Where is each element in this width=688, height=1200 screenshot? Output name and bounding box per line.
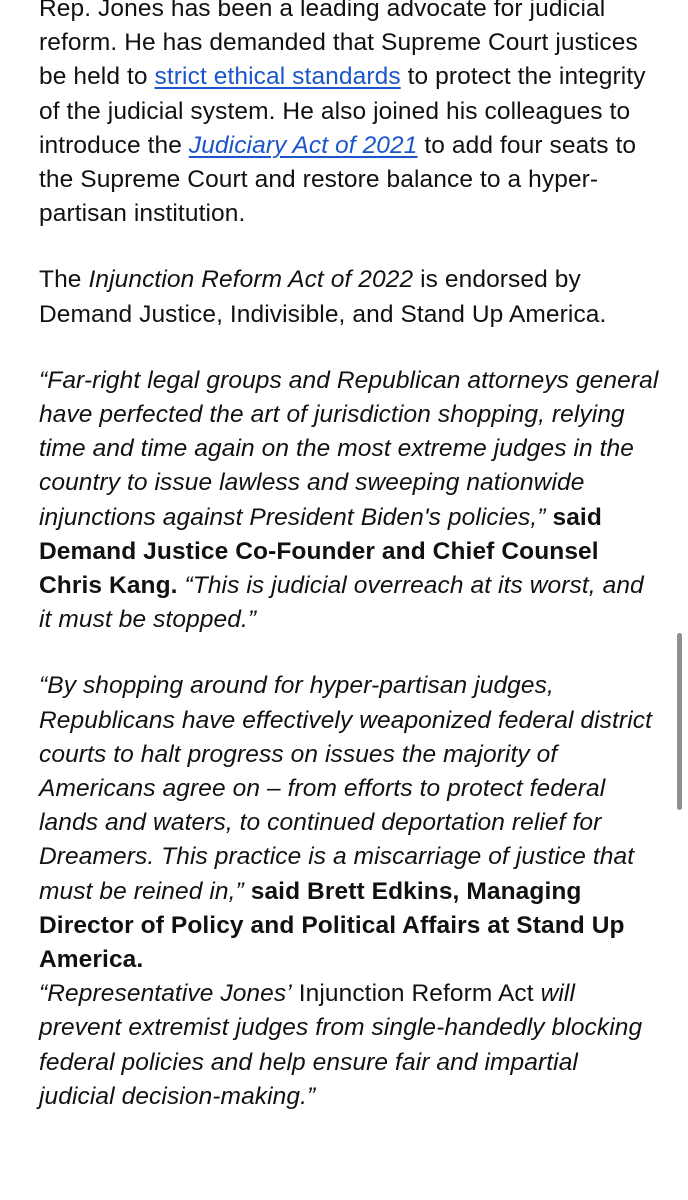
quote-text: “By shopping around for hyper-partisan judges, Republicans have effectively weaponized federal district courts to halt progress on issues the majority of Americans agree on – from efforts to protect federal lands and waters, to continued deportation relief for Dreamers. This practice is a miscarriage of justice that must be reined in,” [39, 672, 652, 905]
paragraph-text: The [39, 266, 89, 294]
article-body [39, 0, 659, 1114]
vertical-scrollbar[interactable] [677, 633, 682, 810]
paragraph-spacer [39, 332, 659, 364]
strict-ethical-standards-link[interactable]: strict ethical standards [154, 63, 401, 91]
bill-title: Injunction Reform Act of 2022 [88, 266, 414, 294]
quote-text: “Far-right legal groups and Republican attorneys general have perfected the art of jurisdiction shopping, relying time and time again on the most extreme judges in the country to issue lawless and sweeping nationwide injunctions against President Biden's policies,” [39, 366, 659, 531]
paragraph-text: is endorsed by Demand Justice, Indivisible, and Stand Up America. [39, 266, 607, 328]
judiciary-act-link[interactable]: Judiciary Act of 2021 [188, 131, 418, 159]
quote-attribution: said Demand Justice Co-Founder and Chief Counsel Chris Kang. [39, 503, 602, 600]
paragraph-spacer [39, 231, 659, 263]
paragraph-quote-edkins [39, 669, 659, 977]
quote-text: “Representative Jones’ [39, 980, 292, 1008]
quote-text: “This is judicial overreach at its worst, and it must be stopped.” [39, 572, 644, 634]
paragraph-endorsement [39, 263, 659, 331]
paragraph-spacer [39, 637, 659, 669]
paragraph-text: Rep. Jones has been a leading advocate for judicial reform. He has demanded that Supreme Court justices be held to [39, 0, 638, 91]
paragraph-quote-edkins-continued [39, 977, 659, 1114]
quote-attribution: said Brett Edkins, Managing Director of Policy and Political Affairs at Stand Up America. [39, 877, 625, 974]
quote-text: will prevent extremist judges from single-handedly blocking federal policies and help ensure fair and impartial judicial decision-making.” [39, 980, 643, 1110]
paragraph-text: to protect the integrity of the judicial system. He also joined his colleagues to introduce the [39, 63, 646, 159]
bill-name-text: Injunction Reform Act [291, 980, 541, 1008]
paragraph-text: to add four seats to the Supreme Court and restore balance to a hyper-partisan institution. [39, 131, 637, 228]
paragraph-advocacy [39, 0, 659, 231]
paragraph-quote-kang [39, 364, 659, 638]
